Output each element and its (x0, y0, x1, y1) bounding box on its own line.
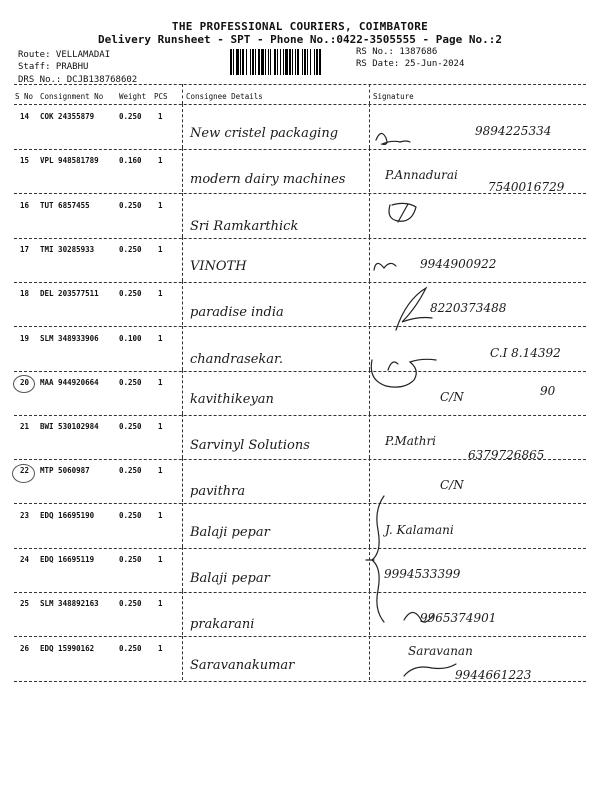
meta-left (18, 50, 137, 87)
column-separator (182, 636, 183, 680)
row-pcs: 1 (158, 466, 163, 475)
barcode (230, 49, 352, 75)
column-separator (182, 148, 183, 192)
col-consignee: Consignee Details (186, 92, 263, 101)
row-divider (14, 149, 586, 150)
row-divider (14, 681, 586, 682)
column-separator (369, 414, 370, 458)
row-signature-extra: 6379726865 (468, 448, 545, 462)
row-pcs: 1 (158, 201, 163, 210)
row-weight: 0.250 (119, 245, 142, 254)
row-divider (14, 636, 586, 637)
column-divider (14, 104, 586, 105)
table-row (0, 289, 600, 333)
row-consignee: Sri Ramkarthick (190, 219, 299, 234)
row-signature-extra: 7540016729 (488, 180, 565, 194)
table-row (0, 201, 600, 245)
row-consignment-no: VPL 948581789 (40, 156, 99, 165)
column-separator (369, 148, 370, 192)
column-separator (182, 458, 183, 502)
row-weight: 0.250 (119, 466, 142, 475)
row-signature: P.Mathri (385, 434, 437, 448)
table-row (0, 644, 600, 688)
row-consignee: modern dairy machines (190, 172, 346, 187)
row-consignee: New cristel packaging (190, 126, 339, 141)
column-separator (182, 104, 183, 148)
row-sno: 18 (20, 289, 30, 298)
row-consignment-no: COK 24355879 (40, 112, 95, 121)
col-weight: Weight (119, 92, 147, 101)
row-signature-extra: 9944661223 (455, 668, 532, 682)
row-signature: 9965374901 (420, 611, 497, 625)
row-weight: 0.250 (119, 422, 142, 431)
row-signature: C.I 8.14392 (490, 346, 561, 360)
row-divider (14, 548, 586, 549)
row-pcs: 1 (158, 156, 163, 165)
drs-number: DRS No.: DCJB138768602 (18, 75, 138, 85)
row-sno: 17 (20, 245, 30, 254)
runsheet-title: THE PROFESSIONAL COURIERS, COIMBATORE (171, 20, 429, 33)
row-pcs: 1 (158, 644, 163, 653)
column-separator (369, 547, 370, 591)
row-pcs: 1 (158, 334, 163, 343)
row-signature: J. Kalamani (385, 523, 454, 537)
row-sno: 23 (20, 511, 30, 520)
table-row (0, 156, 600, 200)
column-separator (182, 281, 183, 325)
row-consignment-no: MTP 5060987 (40, 466, 90, 475)
row-divider (14, 459, 586, 460)
row-weight: 0.250 (119, 599, 142, 608)
row-consignment-no: EDQ 16695119 (40, 555, 95, 564)
col-pcs: PCS (154, 92, 168, 101)
staff: Staff: PRABHU (18, 61, 89, 72)
row-pcs: 1 (158, 422, 163, 431)
column-separator (369, 503, 370, 547)
table-row (0, 466, 600, 510)
row-signature: 9944900922 (420, 257, 497, 271)
row-consignee: kavithikeyan (190, 392, 274, 407)
row-consignment-no: EDQ 16695190 (40, 511, 95, 520)
row-sno: 16 (20, 201, 30, 210)
row-sno: 14 (20, 112, 30, 121)
row-pcs: 1 (158, 112, 163, 121)
row-divider (14, 503, 586, 504)
table-row (0, 334, 600, 378)
row-weight: 0.100 (119, 334, 142, 343)
column-separator (369, 326, 370, 370)
row-signature: Saravanan (408, 644, 473, 658)
column-separator (182, 193, 183, 237)
runsheet-subtitle: Delivery Runsheet - SPT - Phone No.:0422-3505555 - Page No.:2 (98, 33, 502, 46)
row-weight: 0.250 (119, 644, 142, 653)
row-pcs: 1 (158, 555, 163, 564)
table-row (0, 112, 600, 156)
table-row (0, 422, 600, 466)
row-divider (14, 371, 586, 372)
row-consignment-no: TMI 30285933 (40, 245, 95, 254)
row-consignment-no: SLM 348892163 (40, 599, 99, 608)
row-signature: P.Annadurai (385, 168, 458, 182)
col-sep-1 (182, 84, 183, 104)
column-separator (369, 193, 370, 237)
row-consignment-no: TUT 6857455 (40, 201, 90, 210)
row-divider (14, 415, 586, 416)
row-sno: 21 (20, 422, 30, 431)
rs-number: RS No.: 1387686 (356, 47, 438, 57)
row-pcs: 1 (158, 289, 163, 298)
row-sno: 20 (20, 378, 30, 387)
row-consignee: Balaji pepar (190, 571, 270, 586)
row-weight: 0.250 (119, 112, 142, 121)
table-row (0, 555, 600, 599)
row-signature: C/N (440, 390, 464, 404)
column-separator (369, 458, 370, 502)
row-sno: 19 (20, 334, 30, 343)
table-row (0, 599, 600, 643)
column-separator (182, 503, 183, 547)
row-consignee: prakarani (190, 617, 255, 632)
row-consignee: VINOTH (190, 259, 247, 274)
row-consignee: Saravanakumar (190, 658, 295, 673)
row-sno: 25 (20, 599, 30, 608)
row-pcs: 1 (158, 511, 163, 520)
column-separator (369, 636, 370, 680)
row-pcs: 1 (158, 378, 163, 387)
row-weight: 0.160 (119, 156, 142, 165)
col-sep-2 (369, 84, 370, 104)
meta-right (356, 47, 464, 70)
route: Route: VELLAMADAI (18, 50, 111, 60)
column-separator (182, 591, 183, 635)
row-divider (14, 193, 586, 194)
row-consignment-no: MAA 944920664 (40, 378, 99, 387)
row-consignment-no: SLM 348933906 (40, 334, 99, 343)
rs-date: RS Date: 25-Jun-2024 (356, 58, 465, 69)
row-signature: 9994533399 (384, 567, 461, 581)
column-separator (369, 591, 370, 635)
column-separator (182, 326, 183, 370)
row-signature-extra: 90 (540, 384, 556, 398)
row-divider (14, 592, 586, 593)
table-row (0, 378, 600, 422)
column-separator (182, 547, 183, 591)
column-separator (369, 370, 370, 414)
header-divider (14, 84, 586, 85)
hand-drawn-circle (13, 375, 35, 393)
column-separator (369, 237, 370, 281)
row-consignee: chandrasekar. (190, 352, 283, 367)
row-consignment-no: DEL 203577511 (40, 289, 99, 298)
row-pcs: 1 (158, 599, 163, 608)
row-consignee: pavithra (190, 484, 246, 499)
row-weight: 0.250 (119, 289, 142, 298)
row-consignee: paradise india (190, 305, 284, 320)
column-separator (182, 414, 183, 458)
column-separator (182, 370, 183, 414)
row-signature: C/N (440, 478, 464, 492)
row-divider (14, 326, 586, 327)
column-headers (0, 92, 600, 104)
row-sno: 15 (20, 156, 30, 165)
column-separator (369, 104, 370, 148)
table-row (0, 511, 600, 555)
row-signature: 8220373488 (430, 301, 507, 315)
hand-drawn-circle (12, 464, 35, 483)
row-divider (14, 238, 586, 239)
col-consignment: Consignment No (40, 92, 104, 101)
col-signature: Signature (373, 92, 414, 101)
row-divider (14, 282, 586, 283)
row-consignment-no: EDQ 15990162 (40, 644, 95, 653)
row-sno: 24 (20, 555, 30, 564)
row-weight: 0.250 (119, 201, 142, 210)
row-consignee: Balaji pepar (190, 525, 270, 540)
column-separator (369, 281, 370, 325)
row-sno: 22 (20, 466, 30, 475)
row-sno: 26 (20, 644, 30, 653)
row-consignment-no: BWI 530102984 (40, 422, 99, 431)
row-consignee: Sarvinyl Solutions (190, 438, 310, 453)
row-weight: 0.250 (119, 378, 142, 387)
row-pcs: 1 (158, 245, 163, 254)
table-row (0, 245, 600, 289)
col-sno: S No (15, 92, 34, 101)
column-separator (182, 237, 183, 281)
row-weight: 0.250 (119, 555, 142, 564)
row-weight: 0.250 (119, 511, 142, 520)
row-signature: 9894225334 (475, 124, 552, 138)
